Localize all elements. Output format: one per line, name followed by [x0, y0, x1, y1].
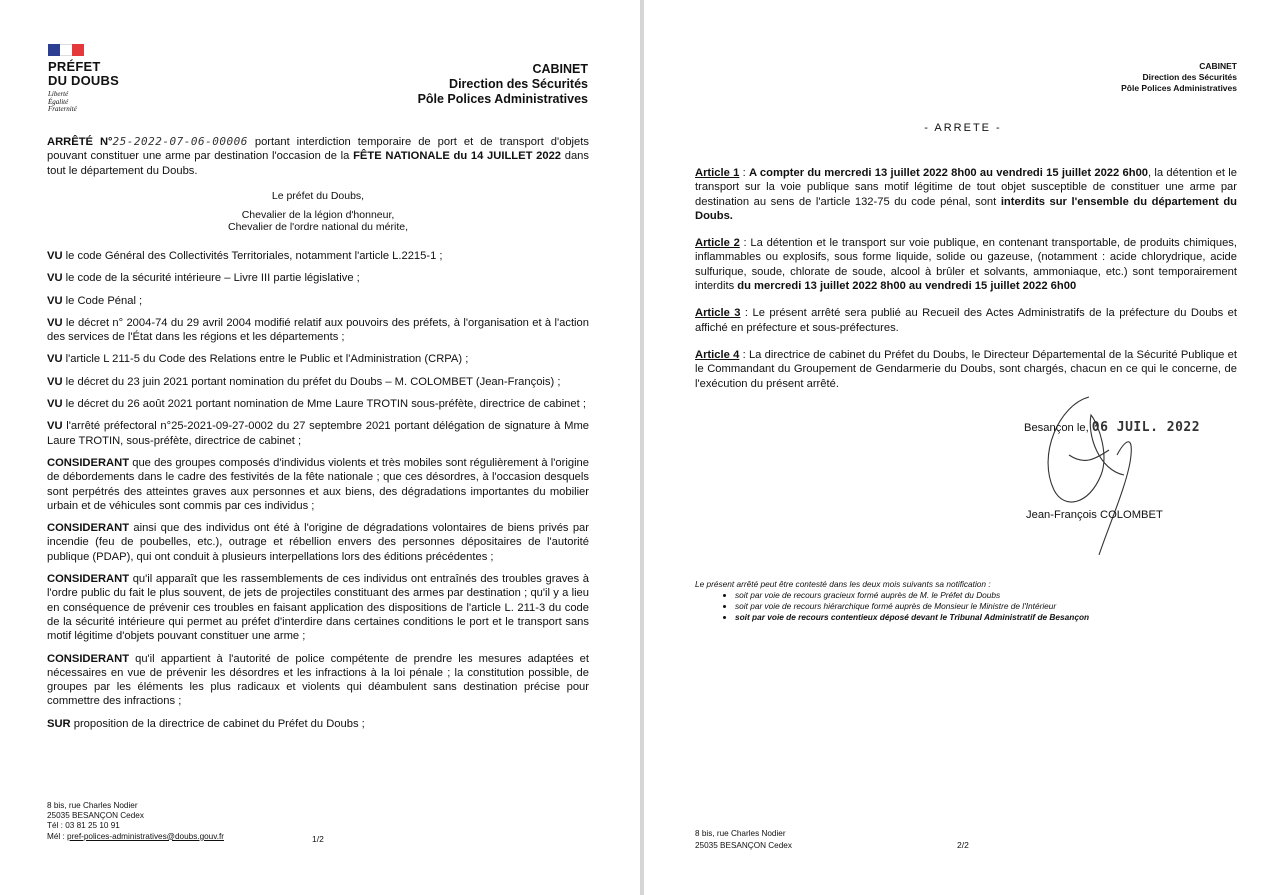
paragraph-text: le code de la sécurité intérieure – Livre III partie législative ;	[62, 272, 360, 285]
honor-merite: Chevalier de l'ordre national du mérite,	[227, 221, 409, 233]
article-text: du mercredi 13 juillet 2022 8h00 au vendredi 15 juillet 2022 6h00	[737, 280, 1077, 293]
arrete-title	[47, 135, 589, 178]
paragraph-lead: CONSIDERANT	[47, 652, 130, 665]
paragraph-text: le décret du 26 août 2021 portant nomination de Mme Laure TROTIN sous-préfète, directrice de cabinet ;	[62, 398, 586, 411]
article-text: Le présent arrêté sera publié au Recueil des Actes Administratifs de la préfecture du Doubs et affiché en préfecture et sous-préfectures.	[695, 307, 1238, 334]
preamble-paragraph	[47, 249, 589, 263]
articles	[695, 166, 1237, 404]
arrete-title-bold: FÊTE NATIONALE du 14 JUILLET 2022	[353, 150, 562, 163]
document-page-2	[644, 0, 1282, 895]
motto-fraternite: Fraternité	[48, 105, 77, 113]
paragraph-lead: SUR	[47, 717, 71, 730]
article-text: , la détention et le transport sur la voie publique sans motif légitime de tout objet susceptible de constituer une arme par destination au sens de l'article 132-75 du code pénal, sont	[695, 167, 1237, 208]
header2-cabinet: CABINET	[1199, 61, 1237, 71]
arrete-prefix: ARRÊTÉ N°	[47, 136, 113, 148]
paragraph-lead: VU	[47, 294, 63, 307]
footer2-address: 8 bis, rue Charles Nodier	[695, 829, 786, 838]
paragraph-text: que des groupes composés d'individus violents et très mobiles sont régulièrement à l'origine de débordements dans le cadre des festivités de la fête nationale ; que ces désordres, à l'occasion desquels sont perpétrés des atteintes graves aux personnes et aux biens, des dégradations importantes du mobilier urbain et de véhicules sont commis par ces individus ;	[47, 456, 589, 512]
paragraph-lead: VU	[47, 375, 63, 388]
paragraph-text: ainsi que des individus ont été à l'origine de dégradations volontaires de biens privés par incendie (feu de poubelles, etc.), outrage et rébellion envers des personnes dépositaires de l'autorité publique (PDAP), qui ont conduit à plusieurs interpellations lors des éditions précédentes ;	[47, 522, 589, 563]
paragraph-text: le décret du 23 juin 2021 portant nomination du préfet du Doubs – M. COLOMBET (Jean-François) ;	[62, 375, 561, 388]
notice-intro: Le présent arrêté peut être contesté dans les deux mois suivants sa notification :	[695, 579, 991, 589]
footer-email-link[interactable]: pref-polices-administratives@doubs.gouv.fr	[67, 831, 224, 841]
service-header-2	[1121, 61, 1237, 94]
marianne-flag-icon	[48, 44, 84, 56]
arrete-title-text-2: dans tout le département du Doubs.	[47, 150, 590, 177]
arrete-number: 25-2022-07-06-00006	[112, 135, 248, 148]
document-page-1	[0, 0, 640, 895]
prefet-honors	[47, 209, 589, 233]
article-separator: :	[739, 167, 749, 179]
logo-line-1: PRÉFET	[48, 59, 101, 74]
prefecture-logo	[48, 44, 119, 114]
preamble-paragraph	[47, 271, 589, 285]
article-text: La détention et le transport sur voie publique, en contenant transportable, de produits chimiques, inflammables ou explosifs, sous forme liquide, solide ou gazeuse, (notamment : acide chlorydrique, acide sulfurique, soude, chlorate de soude, alcool à brûler et solvants, ammoniaque, etc.) sont temporairement interdits	[695, 237, 1237, 293]
prefet-line: Le préfet du Doubs,	[271, 190, 365, 202]
paragraph-lead: CONSIDERANT	[47, 573, 130, 586]
notice-item-contentieux: • soit par voie de recours contentieux déposé devant le Tribunal Administratif de Besançon	[735, 612, 1089, 623]
motto-egalite: Égalité	[48, 97, 69, 106]
signature-place: Besançon le,	[1024, 422, 1092, 434]
appeal-notice	[695, 579, 1089, 623]
footer-tel: Tél : 03 81 25 10 91	[47, 821, 120, 831]
header2-pole: Pôle Polices Administratives	[1121, 83, 1237, 93]
article-label: Article 3	[695, 307, 741, 320]
page-number-2: 2/2	[957, 840, 969, 850]
header2-direction: Direction des Sécurités	[1142, 72, 1237, 82]
service-header	[418, 62, 588, 107]
page1-footer	[47, 801, 224, 842]
article-text: interdits sur l'ensemble du département du Doubs.	[695, 195, 1237, 222]
arrete-title-text-1: portant interdiction temporaire de port et de transport d'objets pouvant constituer une arme par destination l'occasion de la	[47, 136, 589, 163]
honor-legion: Chevalier de la légion d'honneur,	[241, 209, 395, 221]
preamble-paragraph	[47, 419, 589, 448]
article-separator: :	[739, 237, 751, 250]
article-2	[695, 236, 1237, 293]
header-direction: Direction des Sécurités	[449, 77, 588, 91]
preamble-paragraph	[47, 294, 589, 308]
logo-motto	[48, 91, 119, 114]
date-stamp: 06 JUIL. 2022	[1091, 420, 1201, 435]
notice-item-gracieux: • soit par voie de recours gracieux formé auprès de M. le Préfet du Doubs	[735, 590, 1089, 601]
article-label: Article 2	[695, 237, 740, 250]
paragraph-lead: VU	[47, 250, 63, 262]
article-label: Article 1	[695, 167, 740, 179]
paragraph-text: qu'il apparaît que les rassemblements de ces individus ont entraînés des troubles graves à l'ordre public du fait le plus souvent, de jets de projectiles constituant des armes par destination ; qu'il y a lieu en conséquence de prévenir ces troubles en faisant application des dispositions de l'article L. 211-3 du code de la sécurité intérieure qui permet au préfet d'interdire dans certaines conditions le port et le transport sans motif légitime d'objets pouvant constituer une arme ;	[47, 573, 589, 643]
footer-city: 25035 BESANÇON Cedex	[47, 811, 144, 821]
article-3	[695, 306, 1237, 335]
preamble-paragraph	[47, 456, 589, 513]
paragraph-lead: VU	[47, 272, 63, 285]
preamble-paragraph	[47, 397, 589, 411]
article-1	[695, 166, 1237, 223]
preamble-paragraphs	[47, 249, 589, 739]
footer2-city: 25035 BESANÇON Cedex	[695, 841, 792, 850]
notice-item-hierarchique: • soit par voie de recours hiérarchique formé auprès de Monsieur le Ministre de l'Intérieur	[735, 601, 1089, 612]
paragraph-lead: VU	[47, 316, 63, 329]
footer-mel-label: Mél :	[47, 831, 68, 841]
header-pole: Pôle Polices Administratives	[417, 92, 588, 106]
paragraph-lead: VU	[47, 398, 63, 411]
article-4	[695, 348, 1237, 391]
paragraph-lead: CONSIDERANT	[47, 522, 130, 535]
preamble-paragraph	[47, 375, 589, 389]
preamble-paragraph	[47, 572, 589, 643]
article-separator: :	[740, 307, 753, 320]
paragraph-lead: VU	[47, 420, 63, 433]
motto-liberte: Liberté	[48, 90, 69, 98]
footer-mel	[47, 832, 224, 842]
signature-place-date	[1024, 420, 1200, 435]
paragraph-lead: CONSIDERANT	[47, 456, 130, 469]
paragraph-text: le Code Pénal ;	[62, 294, 143, 307]
paragraph-text: l'article L 211-5 du Code des Relations entre le Public et l'Administration (CRPA) ;	[62, 353, 469, 366]
preamble-paragraph	[47, 521, 589, 564]
article-separator: :	[739, 348, 749, 361]
paragraph-text: le code Général des Collectivités Territoriales, notamment l'article L.2215-1 ;	[62, 250, 443, 262]
article-text: La directrice de cabinet du Préfet du Doubs, le Directeur Départemental de la Sécurité Publique et le Commandant du Groupement de Gendarmerie du Doubs, sont chargés, chacun en ce qui le concerne, de l'exécution du présent arrêté.	[695, 348, 1237, 390]
logo-line-2: DU DOUBS	[48, 73, 119, 88]
signatory-name: Jean-François COLOMBET	[1026, 509, 1163, 521]
preamble-paragraph	[47, 652, 589, 709]
paragraph-text: le décret n° 2004-74 du 29 avril 2004 modifié relatif aux pouvoirs des préfets, à l'organisation et à l'action des services de l'État dans les régions et les départements ;	[47, 316, 589, 344]
paragraph-text: l'arrêté préfectoral n°25-2021-09-27-0002 du 27 septembre 2021 portant délégation de signature à Mme Laure TROTIN, sous-préfète, directrice de cabinet ;	[47, 420, 589, 447]
paragraph-lead: VU	[47, 353, 63, 366]
arrete-heading: - ARRETE -	[924, 122, 1002, 134]
preamble-paragraph	[47, 316, 589, 345]
preamble-paragraph	[47, 717, 589, 731]
article-label: Article 4	[695, 348, 740, 361]
paragraph-text: proposition de la directrice de cabinet du Préfet du Doubs ;	[70, 717, 365, 730]
header-cabinet: CABINET	[532, 62, 588, 76]
page-number-1: 1/2	[312, 834, 324, 844]
footer-address: 8 bis, rue Charles Nodier	[47, 801, 138, 810]
notice-list	[695, 590, 1089, 623]
preamble-paragraph	[47, 352, 589, 366]
page2-footer	[695, 828, 792, 852]
paragraph-text: qu'il appartient à l'autorité de police compétente de prendre les mesures adaptées et nécessaires en vue de prévenir les désordres et les infractions à la loi pénale ; la constitution possible, de groupes par les éléments les plus radicaux et violents qui déambulent sans destination précise pour commettre des infractions ;	[47, 652, 589, 708]
article-text: A compter du mercredi 13 juillet 2022 8h00 au vendredi 15 juillet 2022 6h00	[748, 167, 1149, 179]
